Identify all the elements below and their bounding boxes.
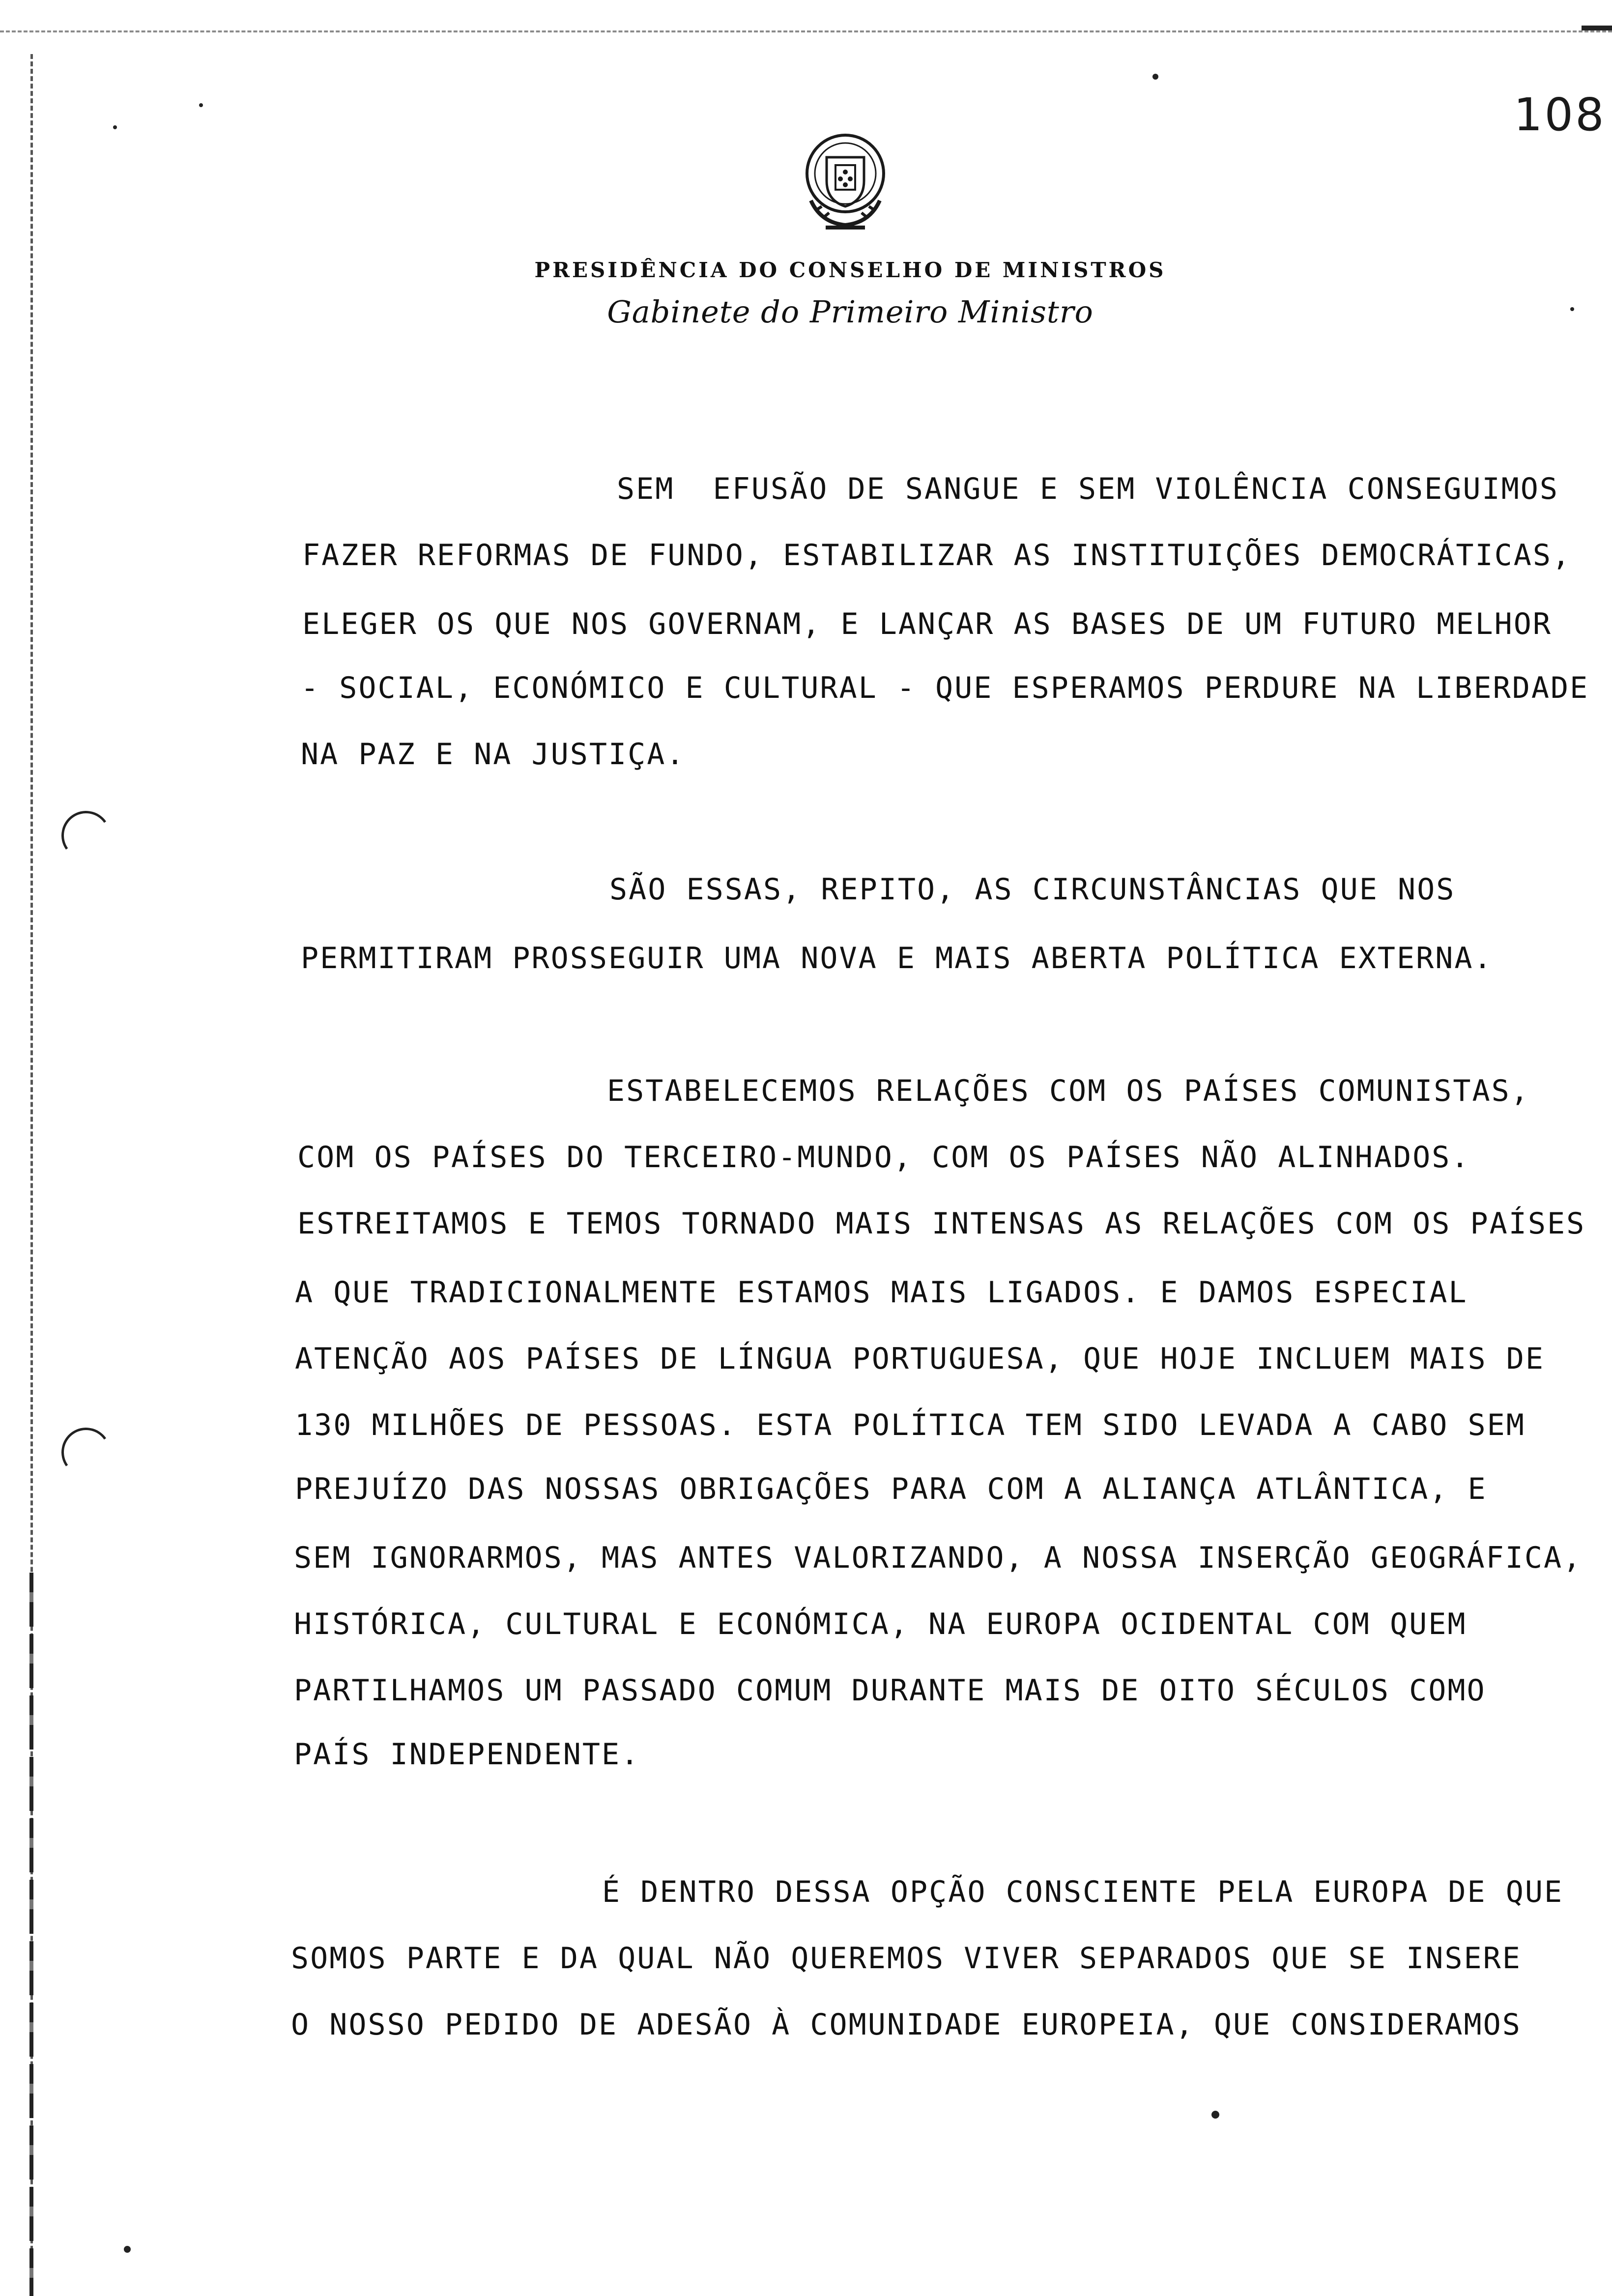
paragraph-3-line-9: HISTÓRICA, CULTURAL E ECONÓMICA, NA EUROPA OCIDENTAL COM QUEM bbox=[294, 1607, 1467, 1641]
paragraph-1-line-1: SEM EFUSÃO DE SANGUE E SEM VIOLÊNCIA CONSEGUIMOS bbox=[617, 472, 1559, 506]
punch-hole-top bbox=[58, 807, 115, 864]
paragraph-3-line-6: 130 MILHÕES DE PESSOAS. ESTA POLÍTICA TEM SIDO LEVADA A CABO SEM bbox=[295, 1408, 1526, 1442]
punch-hole-bottom bbox=[58, 1424, 115, 1481]
paragraph-1-line-5: NA PAZ E NA JUSTIÇA. bbox=[301, 737, 686, 772]
paragraph-3-line-3: ESTREITAMOS E TEMOS TORNADO MAIS INTENSAS AS RELAÇÕES COM OS PAÍSES bbox=[297, 1206, 1586, 1241]
paragraph-2-line-1: SÃO ESSAS, REPITO, AS CIRCUNSTÂNCIAS QUE NOS bbox=[609, 872, 1456, 907]
paragraph-3-line-8: SEM IGNORARMOS, MAS ANTES VALORIZANDO, A NOSSA INSERÇÃO GEOGRÁFICA, bbox=[294, 1541, 1583, 1575]
paragraph-3-line-11: PAÍS INDEPENDENTE. bbox=[294, 1737, 640, 1772]
scan-binding-edge bbox=[29, 1573, 33, 2296]
paragraph-3-line-1: ESTABELECEMOS RELAÇÕES COM OS PAÍSES COMUNISTAS, bbox=[607, 1074, 1530, 1108]
scan-speck bbox=[199, 103, 203, 107]
portuguese-coat-of-arms-icon bbox=[796, 127, 894, 235]
paragraph-3-line-4: A QUE TRADICIONALMENTE ESTAMOS MAIS LIGADOS. E DAMOS ESPECIAL bbox=[295, 1275, 1468, 1310]
paragraph-1-line-4: - SOCIAL, ECONÓMICO E CULTURAL - QUE ESPERAMOS PERDURE NA LIBERDADE bbox=[301, 671, 1589, 705]
organization-name: PRESIDÊNCIA DO CONSELHO DE MINISTROS bbox=[534, 258, 1166, 282]
scan-corner-mark bbox=[1582, 26, 1612, 30]
paragraph-2-line-2: PERMITIRAM PROSSEGUIR UMA NOVA E MAIS ABERTA POLÍTICA EXTERNA. bbox=[301, 941, 1493, 976]
paragraph-4-line-1: É DENTRO DESSA OPÇÃO CONSCIENTE PELA EUROPA DE QUE bbox=[602, 1875, 1564, 1909]
paragraph-1-line-2: FAZER REFORMAS DE FUNDO, ESTABILIZAR AS INSTITUIÇÕES DEMOCRÁTICAS, bbox=[302, 538, 1572, 573]
scan-speck bbox=[1211, 2111, 1219, 2119]
paragraph-1-line-3: ELEGER OS QUE NOS GOVERNAM, E LANÇAR AS BASES DE UM FUTURO MELHOR bbox=[302, 607, 1552, 641]
paragraph-3-line-5: ATENÇÃO AOS PAÍSES DE LÍNGUA PORTUGUESA, QUE HOJE INCLUEM MAIS DE bbox=[295, 1342, 1545, 1376]
cabinet-name: Gabinete do Primeiro Ministro bbox=[607, 294, 1094, 330]
paragraph-3-line-7: PREJUÍZO DAS NOSSAS OBRIGAÇÕES PARA COM A ALIANÇA ATLÂNTICA, E bbox=[295, 1472, 1487, 1506]
paragraph-4-line-3: O NOSSO PEDIDO DE ADESÃO À COMUNIDADE EUROPEIA, QUE CONSIDERAMOS bbox=[291, 2008, 1522, 2042]
scan-speck bbox=[113, 125, 117, 129]
scan-speck bbox=[1152, 74, 1158, 80]
paragraph-4-line-2: SOMOS PARTE E DA QUAL NÃO QUEREMOS VIVER SEPARADOS QUE SE INSERE bbox=[291, 1941, 1522, 1976]
scan-top-edge bbox=[0, 30, 1612, 32]
paragraph-3-line-2: COM OS PAÍSES DO TERCEIRO-MUNDO, COM OS PAÍSES NÃO ALINHADOS. bbox=[297, 1140, 1470, 1175]
scan-speck bbox=[124, 2246, 131, 2253]
page-number: 108 bbox=[1514, 88, 1606, 141]
paragraph-3-line-10: PARTILHAMOS UM PASSADO COMUM DURANTE MAIS DE OITO SÉCULOS COMO bbox=[294, 1673, 1486, 1708]
